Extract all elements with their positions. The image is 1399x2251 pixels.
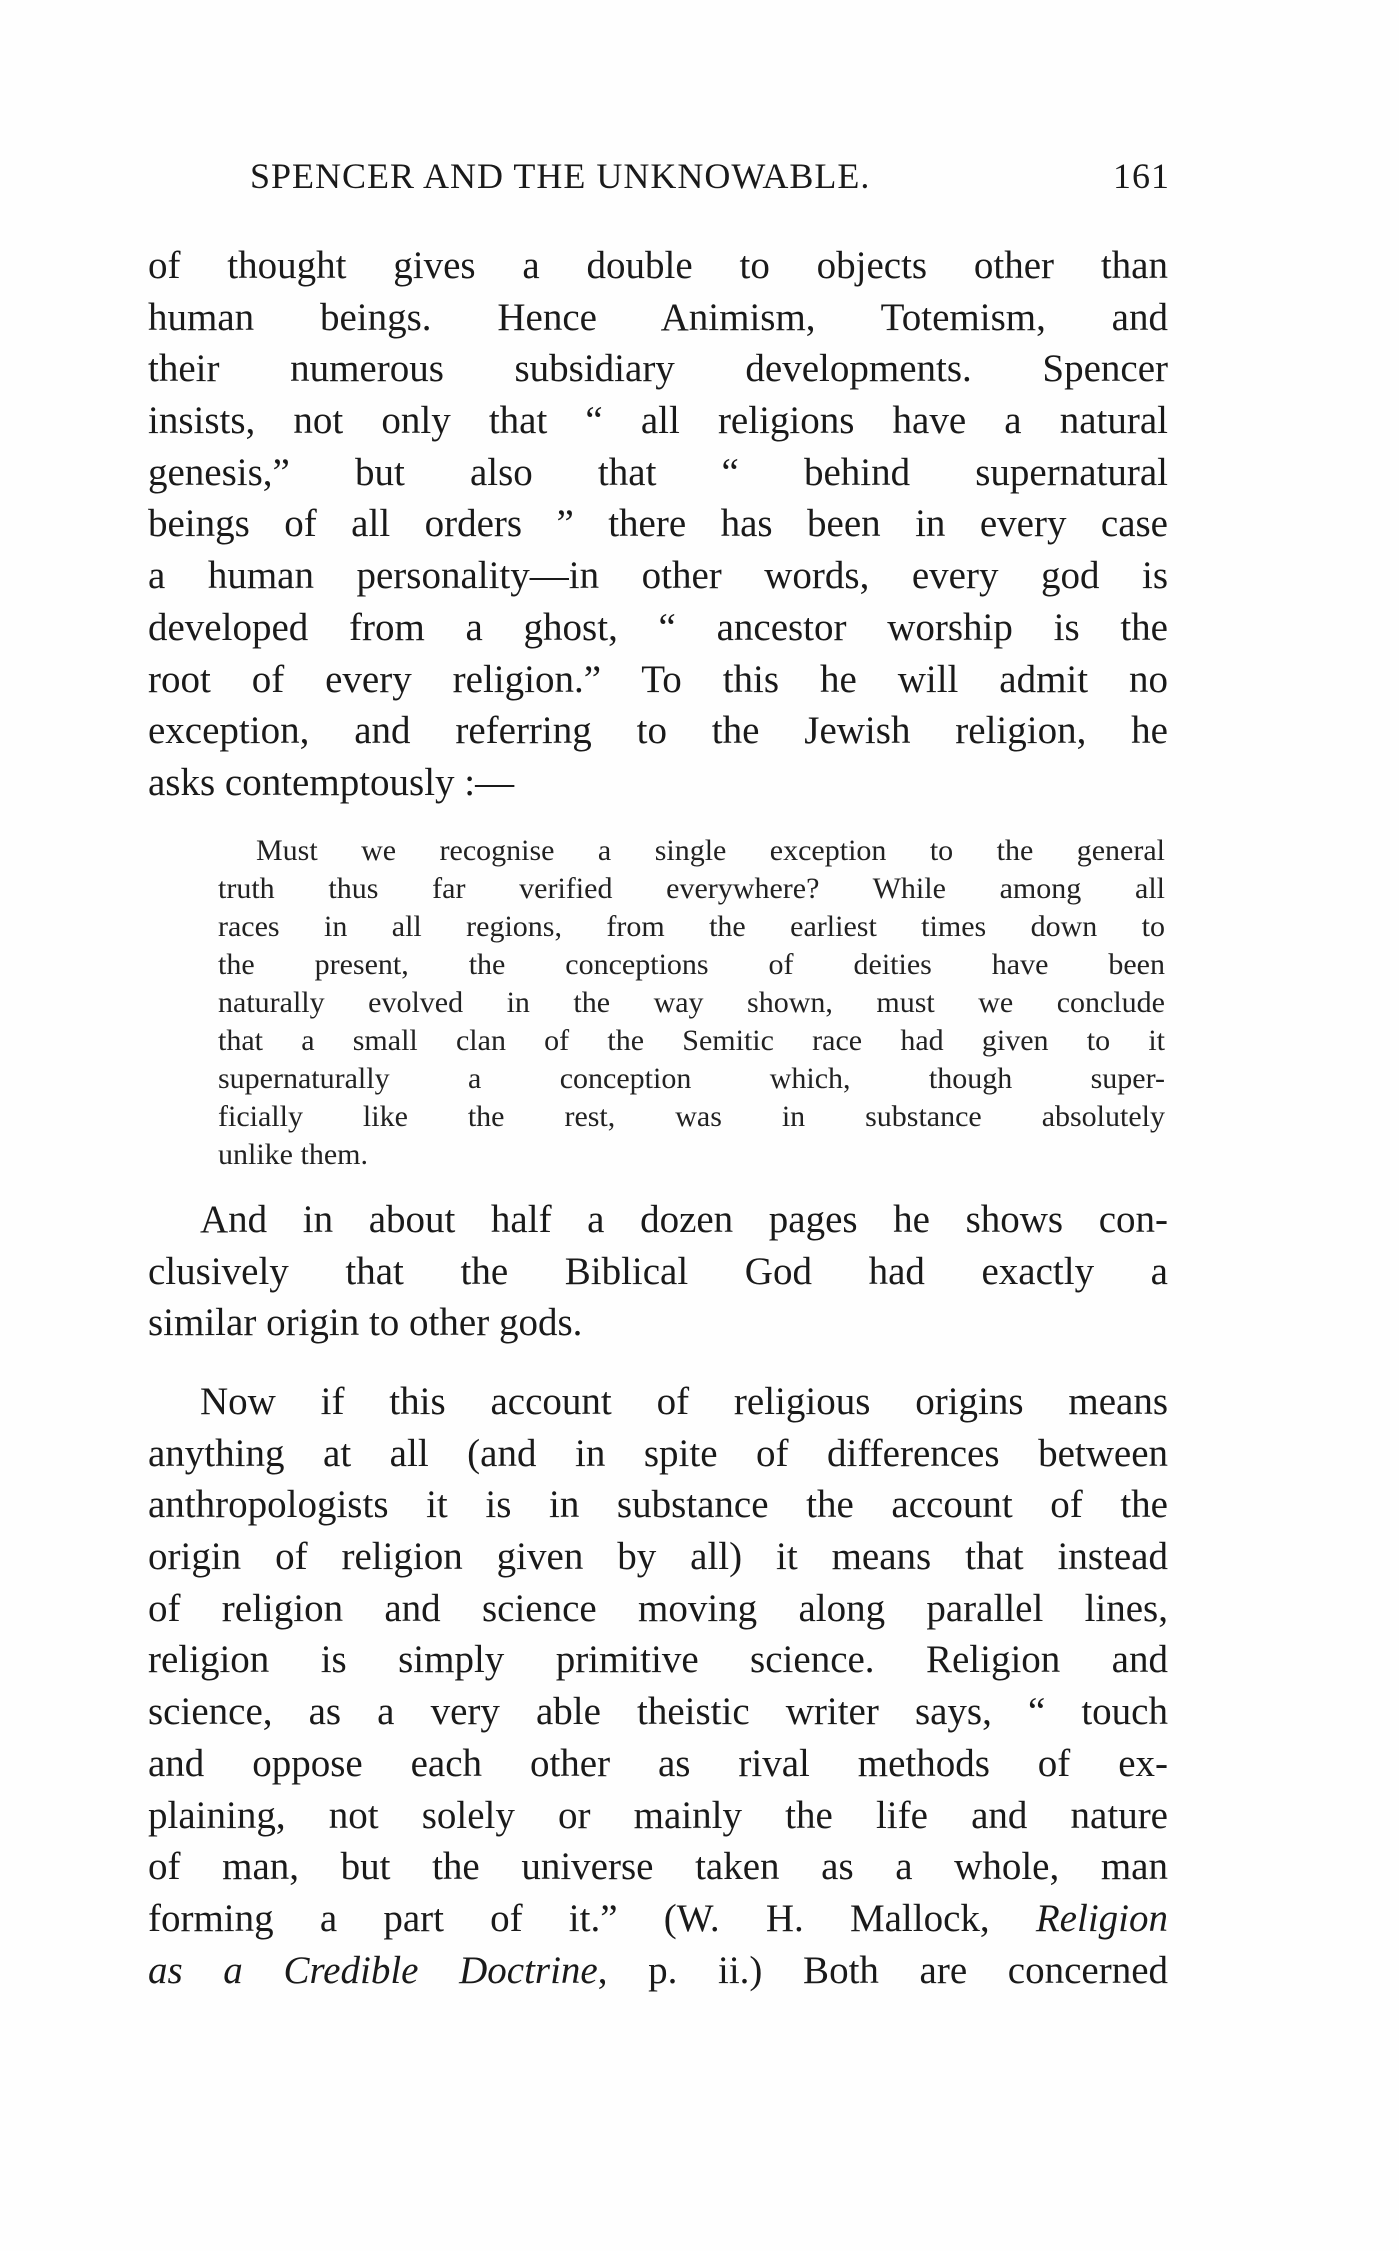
running-header [250, 155, 1170, 205]
text-line: genesis,” but also that “ behind supernatural [148, 450, 1168, 494]
citation-line [148, 1945, 1168, 1997]
text-line: root of every religion.” To this he will admit no [148, 657, 1168, 701]
text-line: exception, and referring to the Jewish religion, he [148, 709, 1168, 753]
quote-line: the present, the conceptions of deities have been [218, 948, 1165, 981]
text-line: similar origin to other gods. [148, 1301, 583, 1345]
paragraph-2 [148, 1194, 1168, 1349]
text-line: anything at all (and in spite of differences between [148, 1431, 1168, 1475]
paragraph-3 [148, 1376, 1168, 1996]
quote-line: that a small clan of the Semitic race had given to it [218, 1024, 1165, 1057]
text-run: , p. ii.) Both are concerned [597, 1948, 1169, 1992]
text-line: and oppose each other as rival methods of ex- [148, 1741, 1168, 1785]
text-line: clusively that the Biblical God had exactly a [148, 1249, 1168, 1293]
text-line: anthropologists it is in substance the account of the [148, 1483, 1168, 1527]
quote-line: naturally evolved in the way shown, must we conclude [218, 986, 1165, 1019]
text-line: religion is simply primitive science. Religion and [148, 1638, 1168, 1682]
text-line: beings of all orders ” there has been in every case [148, 502, 1168, 546]
running-title: SPENCER AND THE UNKNOWABLE. [250, 156, 871, 196]
text-run: forming a part of it.” (W. H. Mallock, [148, 1896, 1036, 1940]
page-number: 161 [1113, 156, 1170, 196]
text-line: asks contemptously :— [148, 760, 515, 804]
text-line: of thought gives a double to objects other than [148, 244, 1168, 287]
text-line: developed from a ghost, “ ancestor worship is the [148, 605, 1168, 649]
quote-line: truth thus far verified everywhere? While among all [218, 872, 1165, 905]
text-line: of man, but the universe taken as a whole, man [148, 1845, 1168, 1889]
book-title: as a Credible Doctrine [148, 1948, 598, 1992]
book-title: Religion [1035, 1896, 1168, 1940]
text-line: origin of religion given by all) it means that instead [148, 1535, 1168, 1579]
quote-line: races in all regions, from the earliest times down to [218, 910, 1165, 943]
text-line: science, as a very able theistic writer says, “ touch [148, 1690, 1168, 1734]
text-line: their numerous subsidiary developments. Spencer [148, 347, 1168, 391]
quote-line: ficially like the rest, was in substance absolutely [218, 1100, 1165, 1133]
text-line: insists, not only that “ all religions have a natural [148, 399, 1168, 443]
text-line: And in about half a dozen pages he shows con- [200, 1198, 1168, 1241]
quote-line: Must we recognise a single exception to the general [256, 834, 1165, 867]
text-line: a human personality—in other words, every god is [148, 554, 1168, 598]
citation-line [148, 1893, 1168, 1945]
paragraph-1 [148, 240, 1168, 809]
block-quotation [218, 832, 1165, 1174]
text-line: of religion and science moving along parallel lines, [148, 1586, 1168, 1630]
quote-line: unlike them. [218, 1138, 368, 1171]
text-line: Now if this account of religious origins means [200, 1380, 1168, 1423]
text-line: plaining, not solely or mainly the life and nature [148, 1793, 1168, 1837]
quote-line: supernaturally a conception which, though super- [218, 1062, 1165, 1095]
text-line: human beings. Hence Animism, Totemism, and [148, 295, 1168, 339]
